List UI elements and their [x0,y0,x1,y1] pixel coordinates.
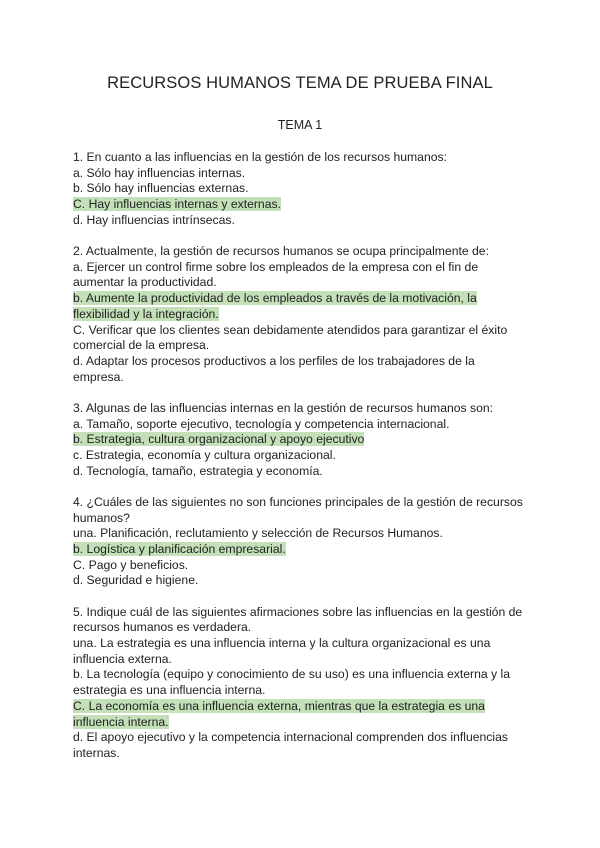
question-text: 3. Algunas de las influencias internas en la gestión de recursos humanos son: [73,400,494,415]
question-block [73,495,533,589]
question-line [73,558,533,574]
question-text: empresa. [73,369,124,384]
question-text: comercial de la empresa. [73,338,210,353]
question-line [73,338,533,354]
question-text: 1. En cuanto a las influencias en la gestión de los recursos humanos: [73,150,447,164]
question-list [73,150,533,777]
question-line [73,448,533,464]
question-text: C. Verificar que los clientes sean debidamente atendidos para garantizar el éxito [73,322,508,337]
question-line [73,699,533,715]
question-text: d. Hay influencias intrínsecas. [73,212,235,227]
question-line [73,464,533,480]
question-line [73,526,533,542]
question-line [73,275,533,291]
question-text: d. Tecnología, tamaño, estrategia y economía. [73,463,323,478]
question-line [73,244,533,260]
question-line [73,730,533,746]
question-line [73,652,533,668]
question-line [73,181,533,197]
question-line [73,401,533,417]
question-line [73,370,533,386]
document-title: RECURSOS HUMANOS TEMA DE PRUEBA FINAL [107,74,493,92]
question-line [73,542,533,558]
question-line [73,667,533,683]
question-text: una. La estrategia es una influencia interna y la cultura organizacional es una [73,635,491,650]
highlighted-answer-text: C. Hay influencias internas y externas. [73,197,281,212]
question-text: c. Estrategia, economía y cultura organizacional. [73,447,336,462]
question-text: 2. Actualmente, la gestión de recursos humanos se ocupa principalmente de: [73,244,489,259]
question-line [73,323,533,339]
question-text: d. Seguridad e higiene. [73,573,199,588]
question-text: b. Sólo hay influencias externas. [73,181,249,196]
question-line [73,197,533,213]
highlighted-answer-text: b. Aumente la productividad de los empleados a través de la motivación, la [73,291,477,306]
question-block [73,150,533,229]
question-block [73,401,533,480]
question-line [73,511,533,527]
question-line [73,746,533,762]
question-text: d. Adaptar los procesos productivos a los perfiles de los trabajadores de la [73,353,475,368]
highlighted-answer-text: b. Estrategia, cultura organizacional y apoyo ejecutivo [73,432,365,447]
question-text: recursos humanos es verdadera. [73,620,252,635]
highlighted-answer-text: b. Logística y planificación empresarial. [73,541,286,556]
question-line [73,354,533,370]
question-line [73,573,533,589]
question-text: a. Ejercer un control firme sobre los empleados de la empresa con el fin de [73,259,479,274]
question-text: a. Tamaño, soporte ejecutivo, tecnología y competencia internacional. [73,416,450,431]
question-line [73,166,533,182]
question-line [73,683,533,699]
question-text: b. La tecnología (equipo y conocimiento de su uso) es una influencia externa y la [73,667,510,682]
question-text: a. Sólo hay influencias internas. [73,165,246,180]
question-text: 5. Indique cuál de las siguientes afirmaciones sobre las influencias en la gestión de [73,604,523,619]
question-text: una. Planificación, reclutamiento y selección de Recursos Humanos. [73,526,443,541]
question-line [73,605,533,621]
question-line [73,150,533,166]
question-line [73,636,533,652]
question-text: estrategia es una influencia interna. [73,683,266,698]
question-text: internas. [73,745,120,760]
question-line [73,715,533,731]
question-block [73,605,533,762]
question-line [73,213,533,229]
highlighted-answer-text: influencia interna. [73,714,169,729]
question-text: C. Pago y beneficios. [73,557,189,572]
question-text: aumentar la productividad. [73,275,217,290]
question-line [73,432,533,448]
question-line [73,495,533,511]
document-subtitle: TEMA 1 [277,118,323,132]
question-text: 4. ¿Cuáles de las siguientes no son funciones principales de la gestión de recursos [73,494,523,509]
question-text: d. El apoyo ejecutivo y la competencia internacional comprenden dos influencias [73,730,508,745]
question-line [73,417,533,433]
highlighted-answer-text: flexibilidad y la integración. [73,306,219,321]
question-text: influencia externa. [73,651,172,666]
question-block [73,244,533,385]
question-line [73,620,533,636]
question-line [73,307,533,323]
question-text: humanos? [73,510,130,525]
highlighted-answer-text: C. La economía es una influencia externa, mientras que la estrategia es una [73,698,485,713]
question-line [73,291,533,307]
question-line [73,260,533,276]
